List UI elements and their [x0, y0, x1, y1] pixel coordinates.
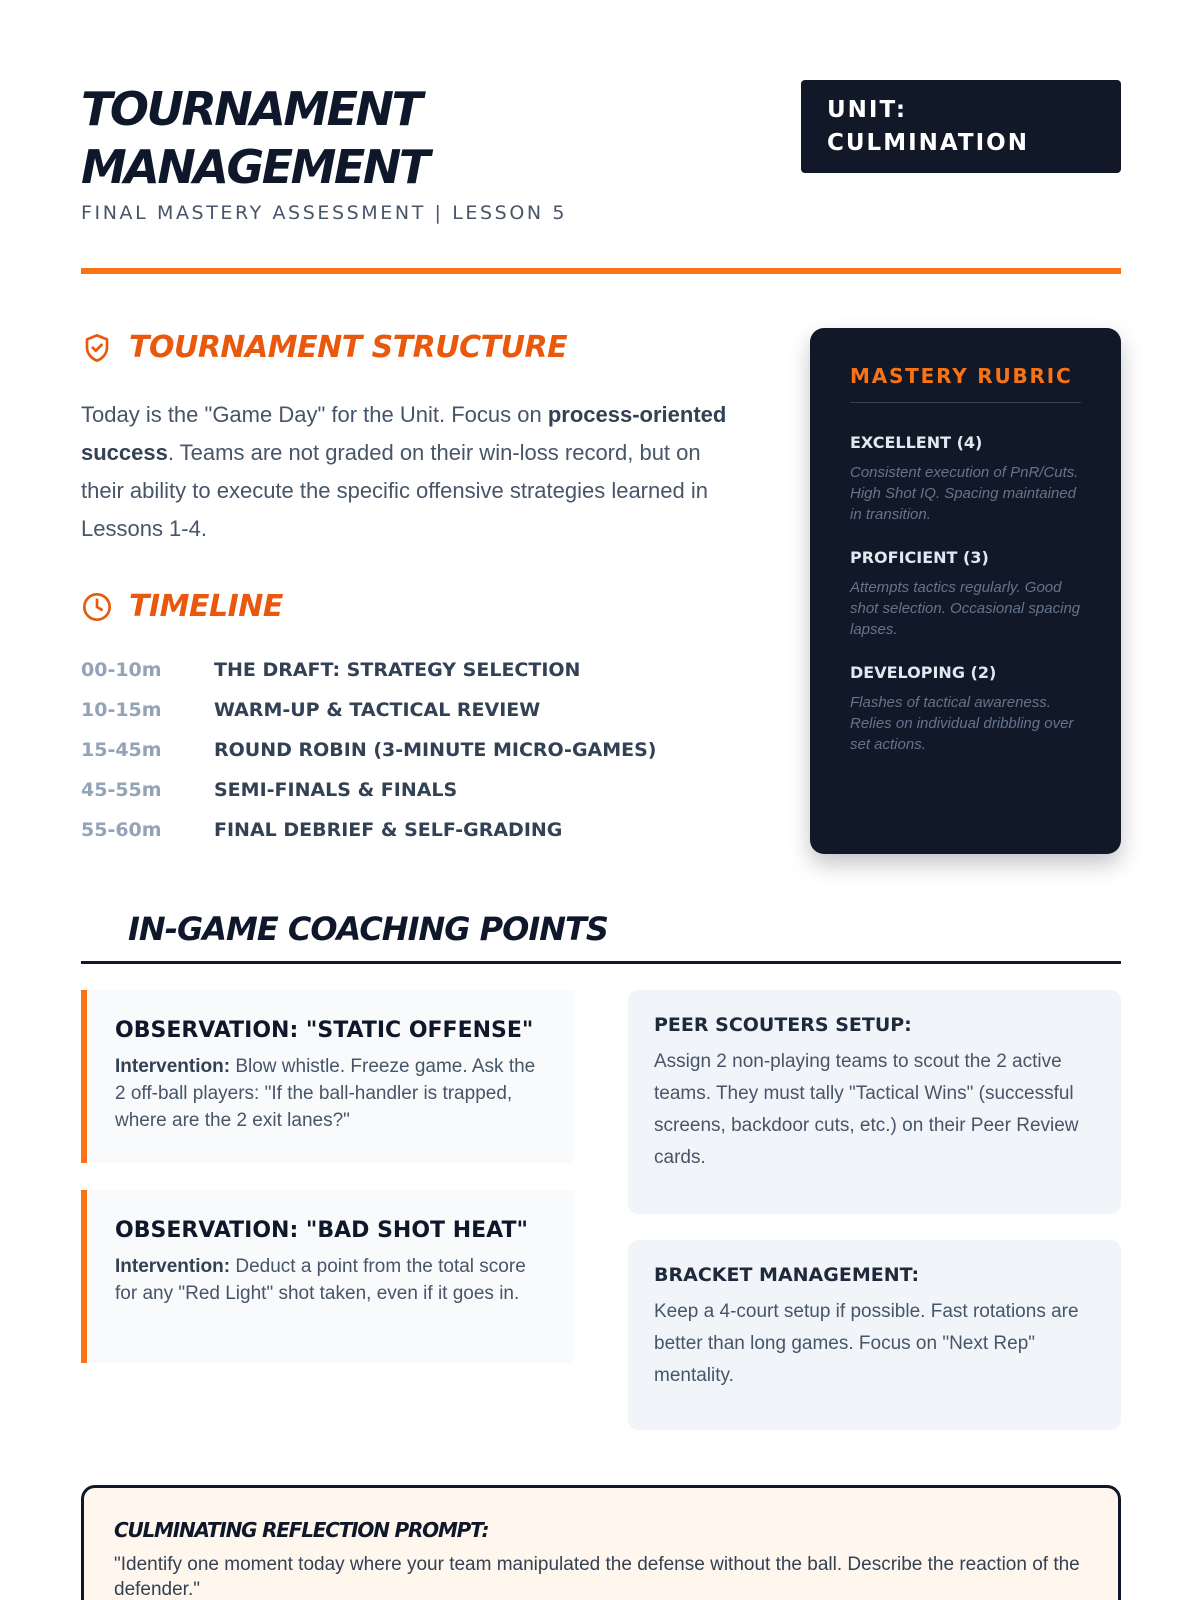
page-subtitle: FINAL MASTERY ASSESSMENT | LESSON 5	[81, 202, 568, 224]
timeline-activity: WARM-UP & TACTICAL REVIEW	[214, 699, 541, 721]
structure-heading	[81, 330, 567, 365]
intervention-text: Blow whistle. Freeze game. Ask the 2 off-ball players: "If the ball-handler is trapped, where are the 2 exit lanes?"	[115, 1056, 536, 1131]
clock-icon	[81, 591, 113, 623]
timeline-title: TIMELINE	[129, 589, 283, 624]
intervention-label: Intervention:	[115, 1256, 231, 1277]
timeline-time: 55-60m	[81, 819, 162, 841]
timeline-activity: SEMI-FINALS & FINALS	[214, 779, 458, 801]
card-text: Keep a 4-court setup if possible. Fast rotations are better than long games. Focus on "Next Rep" mentality.	[654, 1301, 1079, 1386]
timeline-activity: THE DRAFT: STRATEGY SELECTION	[214, 659, 581, 681]
timeline-time: 10-15m	[81, 699, 162, 721]
timeline-time: 15-45m	[81, 739, 162, 761]
observation-title: OBSERVATION: "BAD SHOT HEAT"	[115, 1218, 528, 1243]
timeline-row	[81, 730, 721, 770]
rubric-level-proficient: PROFICIENT (3)	[850, 548, 989, 567]
structure-text-emphasis: process-oriented success	[81, 402, 727, 465]
structure-text-part-1: Today is the "Game Day" for the Unit. Focus on	[81, 402, 548, 427]
structure-title: TOURNAMENT STRUCTURE	[129, 330, 568, 365]
peer-scouters-card	[628, 990, 1121, 1214]
timeline-list	[81, 650, 721, 850]
header-divider	[81, 268, 1121, 274]
timeline-row	[81, 810, 721, 850]
reflection-prompt-box	[81, 1485, 1121, 1600]
timeline-activity: FINAL DEBRIEF & SELF-GRADING	[214, 819, 563, 841]
card-text: Assign 2 non-playing teams to scout the 2 active teams. They must tally "Tactical Wins" (successful screens, backdoor cuts, etc.) on their Peer Review cards.	[654, 1051, 1079, 1168]
shield-check-icon	[81, 332, 113, 364]
page-title-line-2: MANAGEMENT	[81, 140, 428, 194]
rubric-desc-proficient: Attempts tactics regularly. Good shot selection. Occasional spacing lapses.	[850, 579, 1081, 638]
rubric-level-excellent: EXCELLENT (4)	[850, 433, 983, 452]
page-title	[81, 80, 601, 196]
mastery-rubric-panel	[810, 328, 1121, 854]
observation-card-static-offense	[81, 990, 574, 1163]
timeline-row	[81, 650, 721, 690]
timeline-time: 00-10m	[81, 659, 162, 681]
structure-text-part-2: . Teams are not graded on their win-loss record, but on their ability to execute the specific offensive strategies learned in Lessons 1-4.	[81, 440, 708, 541]
timeline-activity: ROUND ROBIN (3-MINUTE MICRO-GAMES)	[214, 739, 657, 761]
page-title-line-1: TOURNAMENT	[81, 82, 421, 136]
card-title: BRACKET MANAGEMENT:	[654, 1264, 920, 1286]
rubric-level-developing: DEVELOPING (2)	[850, 663, 997, 682]
unit-badge-value: CULMINATION	[827, 130, 1029, 156]
card-title: PEER SCOUTERS SETUP:	[654, 1014, 912, 1036]
reflection-text: "Identify one moment today where your team manipulated the defense without the ball. Describe the reaction of the defender."	[114, 1554, 1080, 1600]
unit-badge	[801, 80, 1121, 173]
timeline-row	[81, 770, 721, 810]
observation-title: OBSERVATION: "STATIC OFFENSE"	[115, 1018, 534, 1043]
intervention-text: Deduct a point from the total score for any "Red Light" shot taken, even if it goes in.	[115, 1256, 526, 1304]
bracket-management-card	[628, 1240, 1121, 1430]
rubric-desc-excellent: Consistent execution of PnR/Cuts. High Shot IQ. Spacing maintained in transition.	[850, 464, 1079, 523]
timeline-heading	[81, 589, 283, 624]
coaching-title: IN-GAME COACHING POINTS	[128, 910, 608, 948]
reflection-title: CULMINATING REFLECTION PROMPT:	[114, 1518, 489, 1542]
observation-intervention	[115, 1053, 546, 1134]
coaching-divider	[81, 961, 1121, 964]
timeline-row	[81, 690, 721, 730]
timeline-time: 45-55m	[81, 779, 162, 801]
structure-description	[81, 396, 741, 548]
intervention-label: Intervention:	[115, 1056, 231, 1077]
unit-badge-label: UNIT:	[827, 97, 908, 123]
observation-intervention	[115, 1253, 546, 1307]
observation-card-bad-shot-heat	[81, 1190, 574, 1363]
rubric-title: MASTERY RUBRIC	[850, 364, 1081, 403]
page-header	[81, 80, 1121, 224]
rubric-desc-developing: Flashes of tactical awareness. Relies on individual dribbling over set actions.	[850, 694, 1074, 753]
